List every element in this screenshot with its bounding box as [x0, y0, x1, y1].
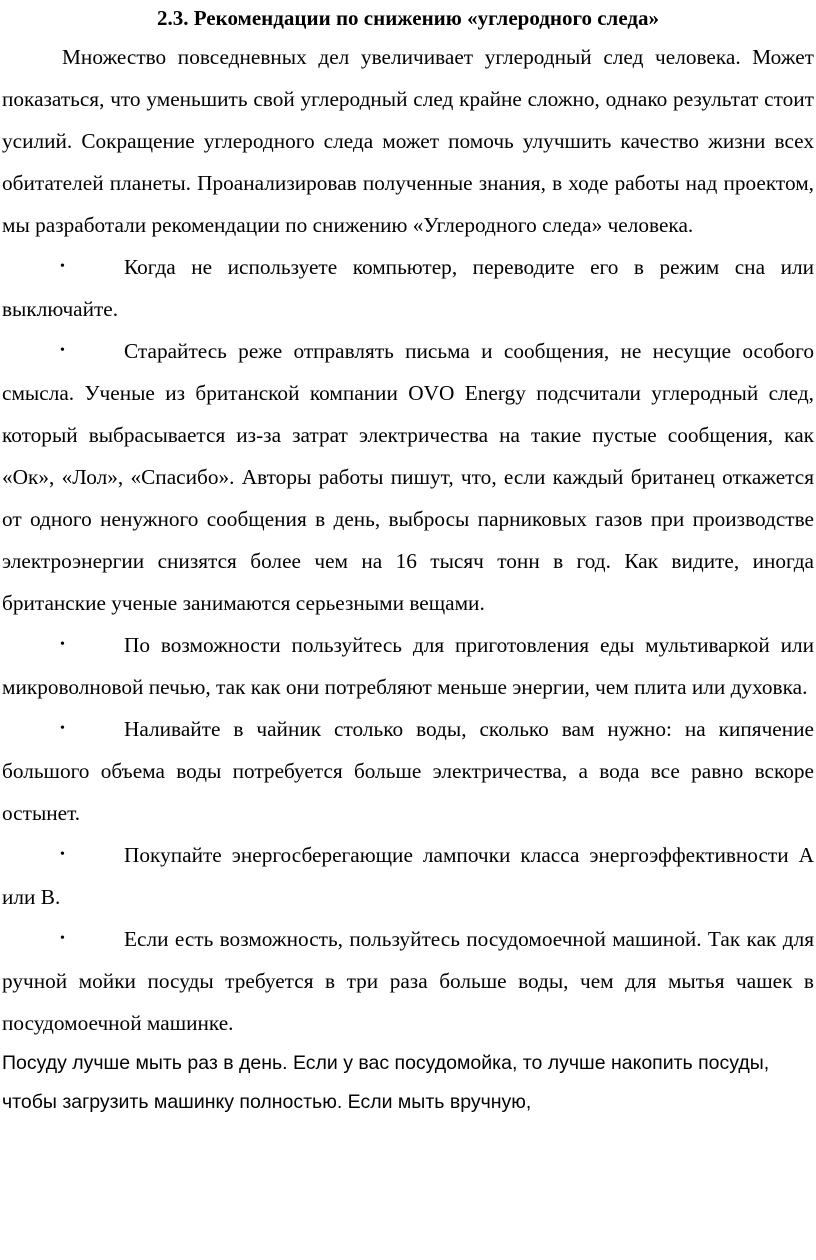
closing-paragraph: Посуду лучше мыть раз в день. Если у вас посудомойка, то лучше накопить посуды, чтобы загрузить машинку полностью. Если мыть вручную,: [2, 1052, 770, 1113]
recommendations-list: [2, 246, 814, 1044]
bullet-icon: •: [60, 343, 65, 358]
list-item-text: По возможности пользуйтесь для приготовления еды мультиваркой или микроволновой печью, так как они потребляют меньше энергии, чем плита или духовка.: [2, 633, 814, 699]
list-item-text: Старайтесь реже отправлять письма и сообщения, не несущие особого смысла. Ученые из британской компании OVO Energy подсчитали углеродный след, который выбрасывается из-за затрат электричества на такие пустые сообщения, как «Ок», «Лол», «Спасибо». Авторы работы пишут, что, если каждый британец откажется от одного ненужного сообщения в день, выбросы парниковых газов при производстве электроэнергии снизятся более чем на 16 тысяч тонн в год. Как видите, иногда британские ученые занимаются серьезными вещами.: [2, 339, 814, 615]
list-item: [2, 330, 814, 624]
intro-paragraph: Множество повседневных дел увеличивает углеродный след человека. Может показаться, что уменьшить свой углеродный след крайне сложно, однако результат стоит усилий. Сокращение углеродного следа может помочь улучшить качество жизни всех обитателей планеты. Проанализировав полученные знания, в ходе работы над проектом, мы разработали рекомендации по снижению «Углеродного следа» человека.: [2, 45, 814, 237]
list-item: [2, 918, 814, 1044]
list-item-text: Когда не используете компьютер, переводите его в режим сна или выключайте.: [2, 255, 814, 321]
bullet-icon: •: [60, 259, 65, 274]
bullet-icon: •: [60, 847, 65, 862]
list-item-text: Покупайте энергосберегающие лампочки класса энергоэффективности А или В.: [2, 843, 814, 909]
list-item-text: Если есть возможность, пользуйтесь посудомоечной машиной. Так как для ручной мойки посуды требуется в три раза больше воды, чем для мытья чашек в посудомоечной машинке.: [2, 927, 814, 1035]
list-item-text: Наливайте в чайник столько воды, сколько вам нужно: на кипячение большого объема воды потребуется больше электричества, а вода все равно вскоре остынет.: [2, 717, 814, 825]
bullet-icon: •: [60, 931, 65, 946]
bullet-icon: •: [60, 637, 65, 652]
list-item: [2, 708, 814, 834]
bullet-icon: •: [60, 721, 65, 736]
list-item: [2, 834, 814, 918]
section-heading: 2.3. Рекомендации по снижению «углеродного следа»: [157, 6, 659, 30]
list-item: [2, 246, 814, 330]
list-item: [2, 624, 814, 708]
